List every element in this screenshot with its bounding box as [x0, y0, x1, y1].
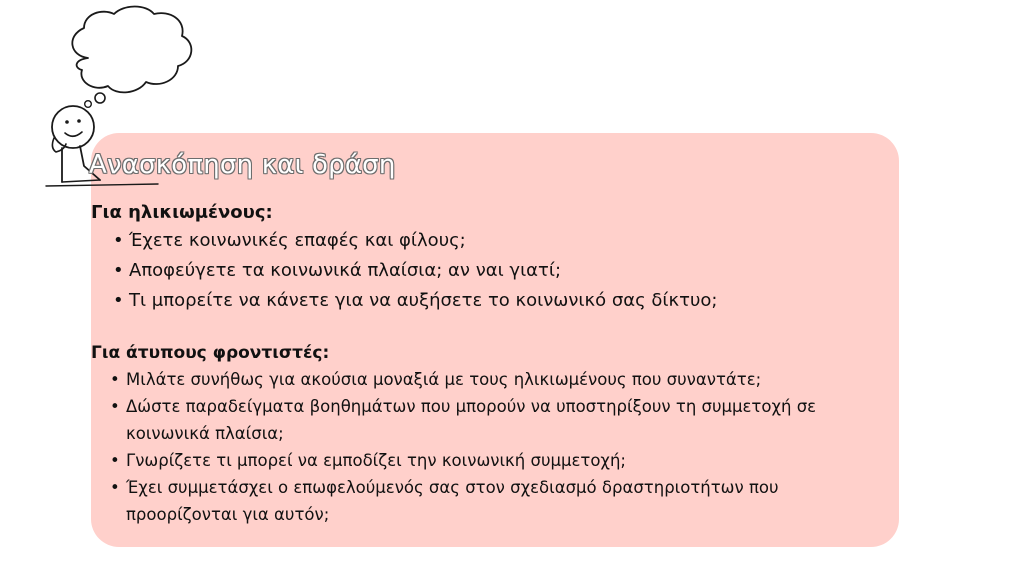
bullet-icon: • [113, 290, 124, 311]
list-item-text: Έχει συμμετάσχει ο επωφελούμενός σας στον σχεδιασμό δραστηριοτήτων που προορίζονται για αυτόν; [126, 478, 779, 524]
list-item [91, 474, 881, 528]
section-informal-caregivers [91, 340, 881, 528]
section-heading: Για άτυπους φροντιστές: [91, 343, 330, 363]
slide-title: Ανασκόπηση και δράση [89, 150, 396, 180]
list-item-text: Έχετε κοινωνικές επαφές και φίλους; [129, 230, 466, 251]
bullet-list [91, 226, 881, 316]
section-older-people [91, 200, 881, 316]
list-item-text: Τι μπορείτε να κάνετε για να αυξήσετε το κοινωνικό σας δίκτυο; [129, 290, 718, 311]
list-item [91, 256, 881, 286]
section-heading: Για ηλικιωμένους: [91, 202, 273, 223]
list-item-text: Δώστε παραδείγματα βοηθημάτων που μπορούν να υποστηρίξουν τη συμμετοχή σε κοινωνικά πλαίσια; [126, 397, 817, 443]
list-item-text: Αποφεύγετε τα κοινωνικά πλαίσια; αν ναι γιατί; [129, 260, 562, 281]
bullet-icon: • [113, 260, 124, 281]
list-item [91, 226, 881, 256]
list-item-text: Μιλάτε συνήθως για ακούσια μοναξιά με τους ηλικιωμένους που συναντάτε; [126, 370, 762, 389]
list-item [91, 366, 881, 393]
bullet-icon: • [110, 451, 120, 470]
list-item [91, 447, 881, 474]
list-item [91, 393, 881, 447]
bullet-list [91, 366, 881, 528]
bullet-icon: • [113, 230, 124, 251]
list-item [91, 286, 881, 316]
bullet-icon: • [110, 397, 120, 416]
bullet-icon: • [110, 478, 120, 497]
list-item-text: Γνωρίζετε τι μπορεί να εμποδίζει την κοινωνική συμμετοχή; [126, 451, 626, 470]
bullet-icon: • [110, 370, 120, 389]
